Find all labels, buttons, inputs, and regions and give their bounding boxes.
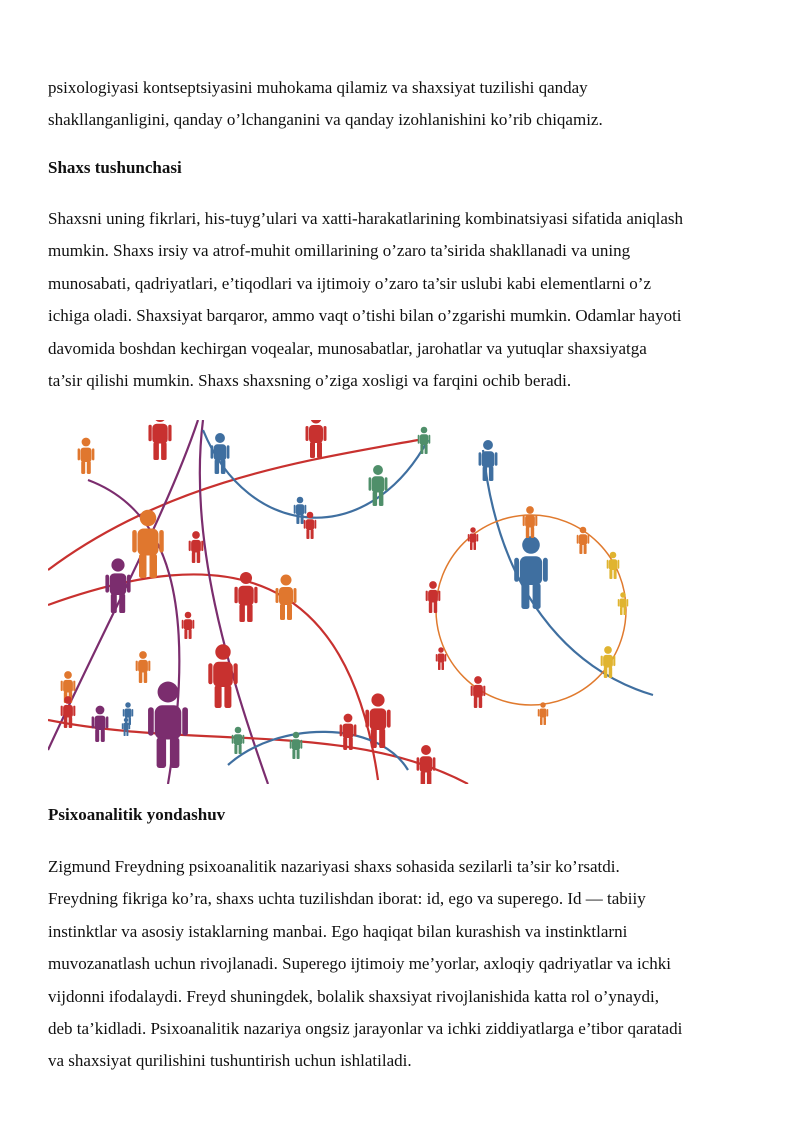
section-heading-psychoanalytic-approach: Psixoanalitik yondashuv	[48, 805, 226, 824]
social-network-people-illustration	[48, 420, 668, 784]
person-figure	[426, 581, 441, 613]
connection-line	[200, 420, 268, 784]
person-figure	[232, 727, 245, 754]
section-heading-personality-concept: Shaxs tushunchasi	[48, 158, 182, 177]
text-line: ta’sir qilishi mumkin. Shaxs shaxsning o’ziga xosligi va farqini ochib beradi.	[48, 371, 572, 391]
text-line: muvozanatlash uchun rivojlanadi. Superego ijtimoiy me’yorlar, axloqiy qadriyatlar va ichki	[48, 954, 671, 974]
person-figure	[78, 438, 95, 474]
psychoanalytic-paragraph	[48, 851, 760, 1078]
text-line: ichiga oladi. Shaxsiyat barqaror, ammo vaqt o’tishi bilan o’zgarishi mumkin. Odamlar hayoti	[48, 306, 682, 326]
text-line: Shaxsni uning fikrlari, his-tuyg’ulari va xatti-harakatlarining kombinatsiyasi sifatida aniqlash	[48, 209, 683, 228]
personality-concept-paragraph	[48, 203, 760, 397]
person-figure	[92, 706, 109, 742]
person-figure	[182, 612, 195, 639]
connection-line	[48, 574, 378, 780]
person-figure	[479, 440, 498, 481]
person-figure	[276, 575, 297, 621]
text-line: psixologiyasi kontseptsiyasini muhokama qilamiz va shaxsiyat tuzilishi qanday	[48, 78, 588, 97]
text-line: davomida boshdan kechirgan voqealar, munosabatlar, jarohatlar va yutuqlar shaxsiyatga	[48, 338, 647, 358]
person-figure	[523, 506, 538, 538]
person-figure	[148, 420, 171, 460]
connection-line	[483, 450, 653, 695]
connection-line	[48, 440, 418, 570]
text-line: munosabati, qadriyatlari, e’tiqodlari va ijtimoiy o’zaro ta’sir uslubi kabi elementlarni o’z	[48, 273, 652, 293]
person-figure	[123, 702, 134, 725]
text-line: Zigmund Freydning psixoanalitik nazariyasi shaxs sohasida sezilarli ta’sir ko’rsatdi.	[48, 857, 620, 876]
text-line: mumkin. Shaxs irsiy va atrof-muhit omillarining o’zaro ta’sirida shakllanadi va uning	[48, 241, 631, 261]
person-figure	[148, 682, 188, 768]
person-figure	[306, 420, 327, 458]
person-figure	[369, 465, 388, 506]
person-figure	[577, 527, 590, 554]
person-figure	[340, 714, 357, 750]
text-line: instinktlar va asosiy istaklarning manbai. Ego haqiqat bilan kurashish va instinktlarni	[48, 921, 628, 941]
person-figure	[304, 512, 317, 539]
person-figure	[136, 651, 151, 683]
person-figure	[189, 531, 204, 563]
text-line: Freydning fikriga ko’ra, shaxs uchta tuzilishdan iborat: id, ego va superego. Id — tabiiy	[48, 889, 646, 909]
intro-paragraph	[48, 72, 760, 137]
text-line: vijdonni ifodalaydi. Freyd shuningdek, bolalik shaxsiyat rivojlanishida katta rol o’ynaydi,	[48, 986, 659, 1006]
text-line: deb ta’kidladi. Psixoanalitik nazariya ongsiz jarayonlar va ichki ziddiyatlarga e’tibor qaratadi	[48, 1019, 683, 1039]
text-line: va shaxsiyat qurilishini tushuntirish uchun ishlatiladi.	[48, 1051, 412, 1071]
person-figure	[538, 702, 549, 725]
text-line: shakllanganligini, qanday o’lchanganini va qanday izohlanishini ko’rib chiqamiz.	[48, 110, 603, 130]
